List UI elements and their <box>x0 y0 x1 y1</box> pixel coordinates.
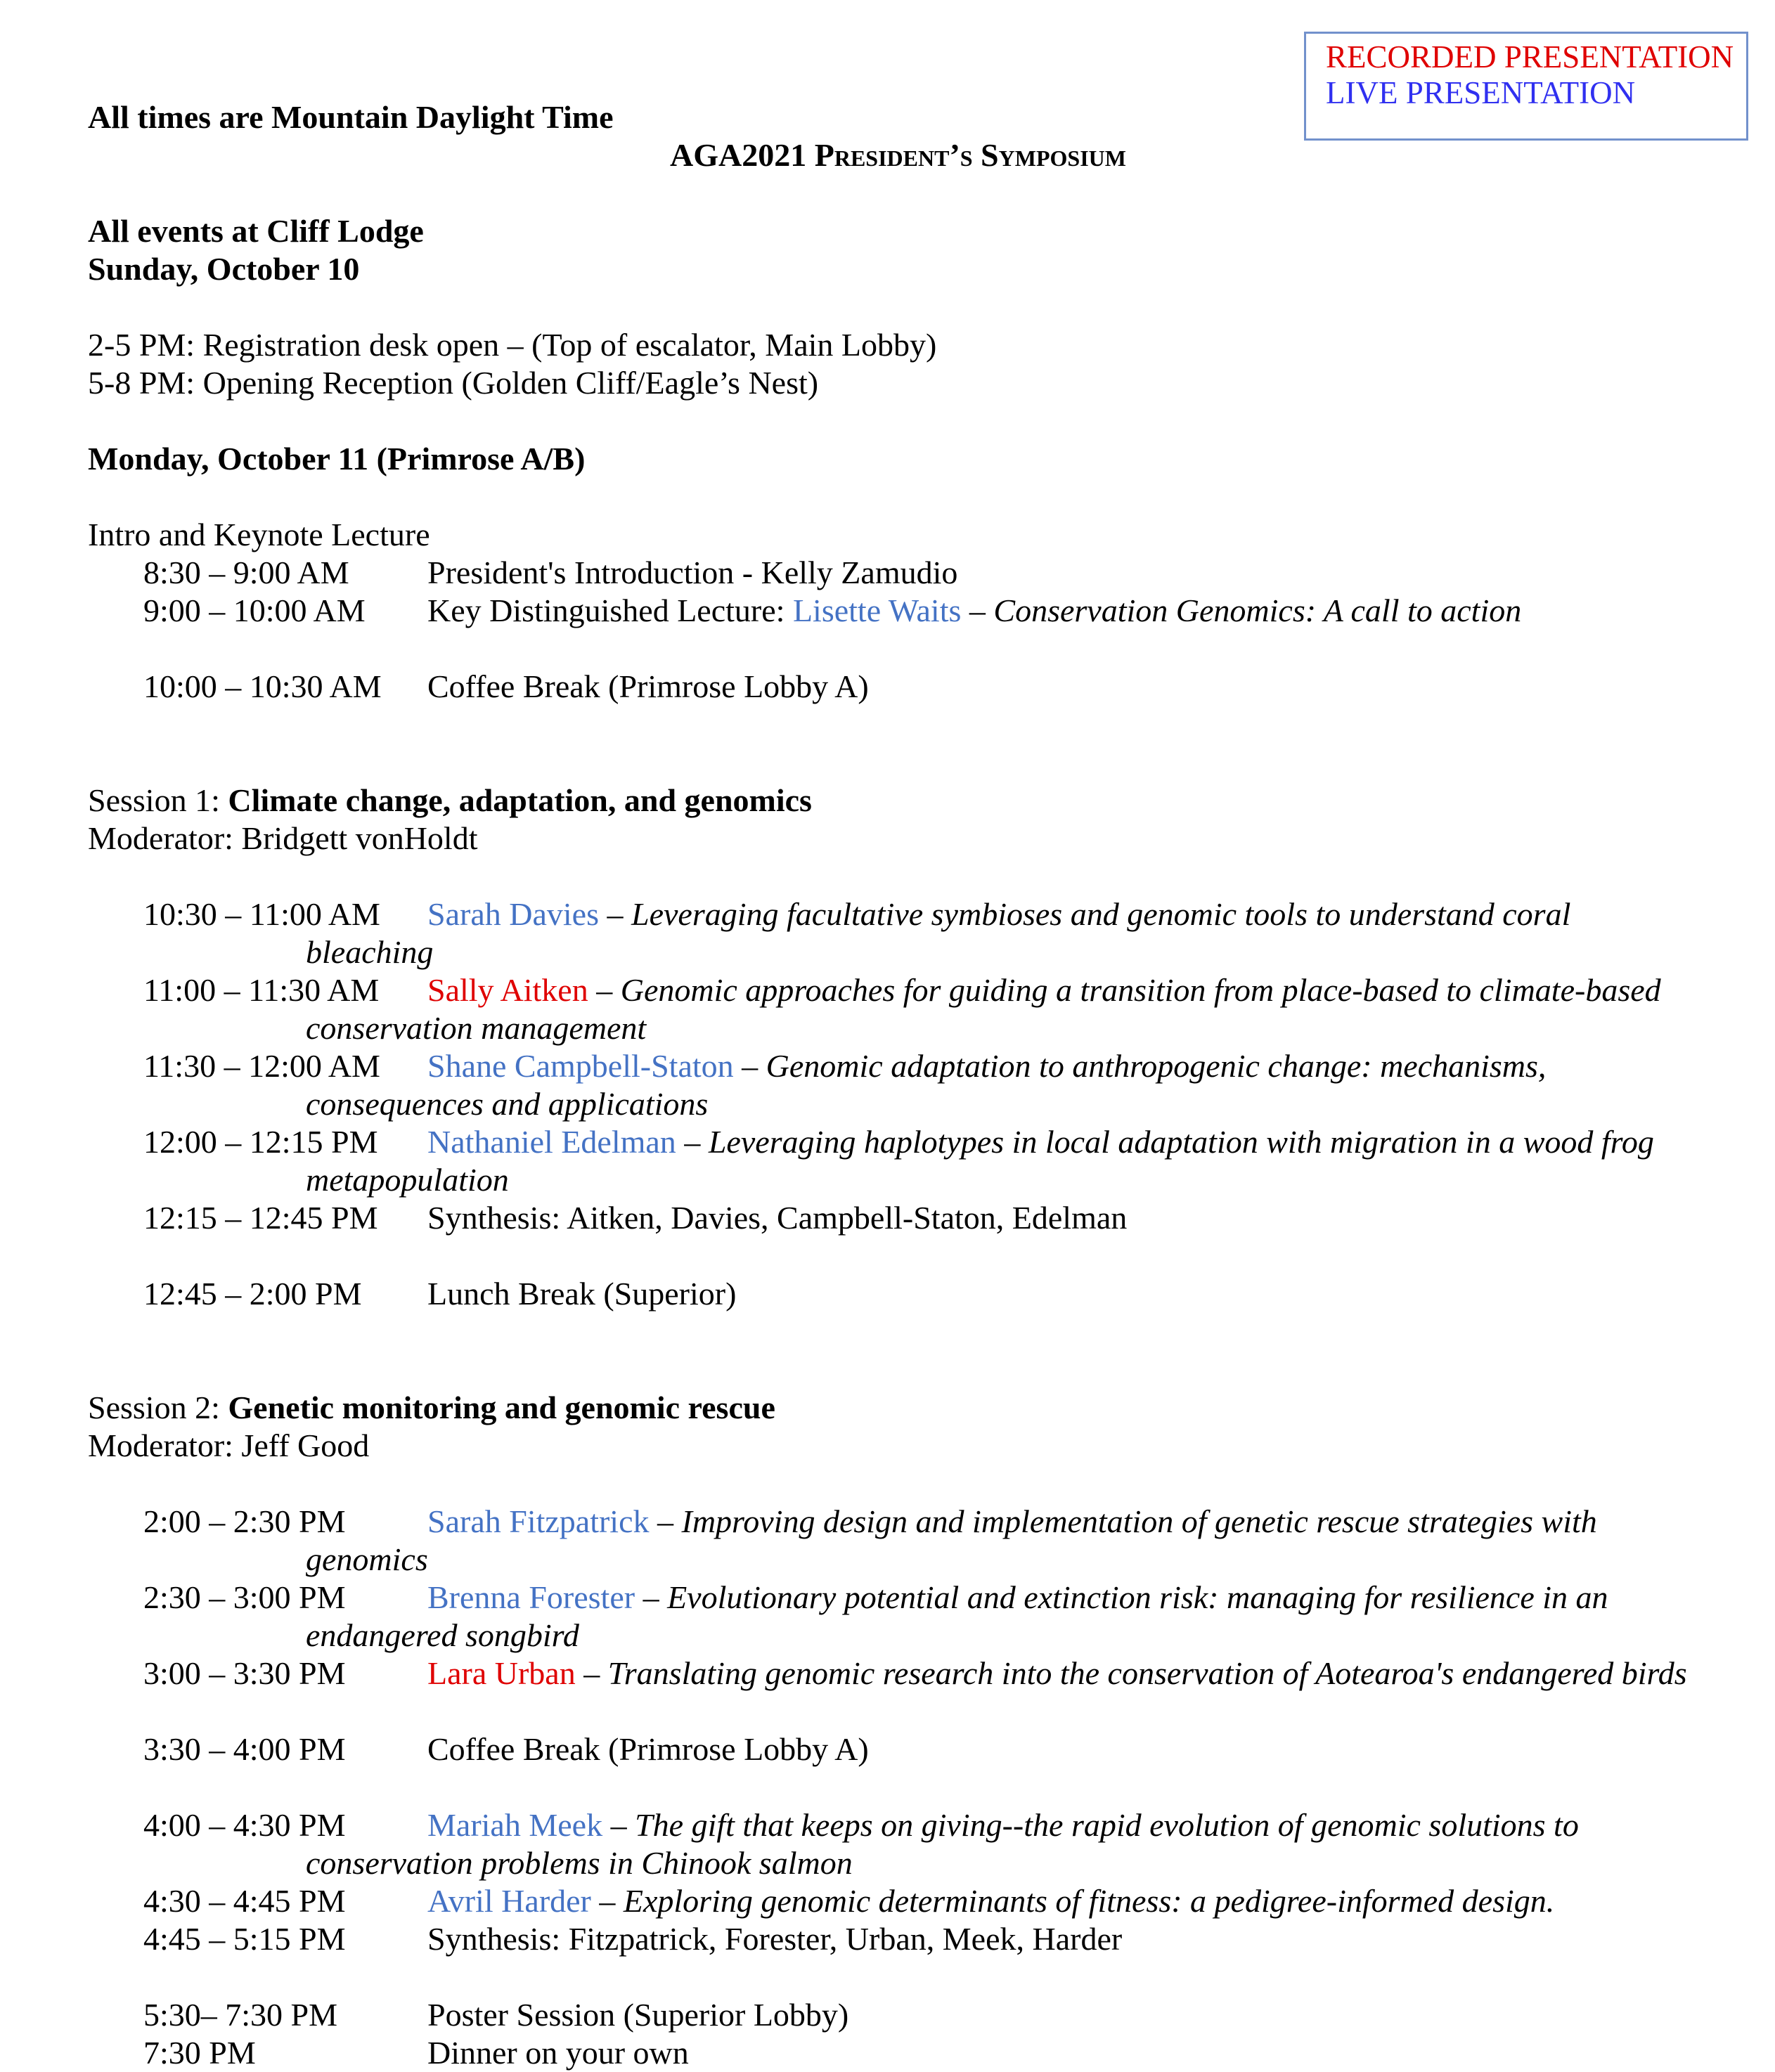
schedule-item <box>88 971 1708 1047</box>
item-time: 12:15 – 12:45 PM <box>143 1200 378 1236</box>
schedule-item <box>88 1123 1708 1199</box>
item-time: 3:00 – 3:30 PM <box>143 1655 346 1691</box>
blank-line <box>88 857 1708 895</box>
talk-title: conservation problems in Chinook salmon <box>306 1845 853 1881</box>
item-content <box>427 1655 1687 1691</box>
item-content <box>427 1200 1127 1236</box>
talk-title: endangered songbird <box>306 1617 579 1653</box>
item-content <box>306 1503 1597 1577</box>
item-text: Poster Session (Superior Lobby) <box>427 1997 849 2033</box>
talk-title: Conservation Genomics: A call to action <box>993 593 1522 628</box>
speaker-name: Sally Aitken <box>427 972 588 1008</box>
document-flow <box>88 98 1708 2072</box>
legend-box <box>1304 32 1748 141</box>
dash-separator: – <box>575 1655 608 1691</box>
speaker-name: Lisette Waits <box>792 593 962 628</box>
item-content <box>306 1579 1608 1653</box>
blank-line <box>88 1465 1708 1503</box>
dash-separator: – <box>635 1579 668 1615</box>
text-line: Moderator: Jeff Good <box>88 1427 370 1463</box>
item-time: 8:30 – 9:00 AM <box>143 555 349 590</box>
legend-live-label: LIVE PRESENTATION <box>1326 75 1636 110</box>
schedule-item <box>88 554 1708 592</box>
item-content <box>427 2035 689 2071</box>
session-label: Session 2: <box>88 1390 228 1425</box>
item-content <box>306 1124 1654 1198</box>
heading-line: All events at Cliff Lodge <box>88 213 424 249</box>
item-time: 2:30 – 3:00 PM <box>143 1579 346 1615</box>
talk-title: Genomic adaptation to anthropogenic change: mechanisms, <box>766 1048 1547 1084</box>
talk-title: Translating genomic research into the conservation of Aotearoa's endangered birds <box>607 1655 1687 1691</box>
item-text: Lunch Break (Superior) <box>427 1276 737 1312</box>
blank-line <box>88 1351 1708 1389</box>
schedule-item <box>88 1730 1708 1768</box>
speaker-name: Lara Urban <box>427 1655 576 1691</box>
item-time: 5:30– 7:30 PM <box>143 1997 338 2033</box>
item-time: 11:00 – 11:30 AM <box>143 972 380 1008</box>
blank-line <box>88 478 1708 516</box>
symposium-title: AGA2021 President’s Symposium <box>670 137 1126 173</box>
item-text: Synthesis: Aitken, Davies, Campbell-Staton, Edelman <box>427 1200 1128 1236</box>
item-time: 3:30 – 4:00 PM <box>143 1731 346 1767</box>
dash-separator: – <box>733 1048 766 1084</box>
item-time: 11:30 – 12:00 AM <box>143 1048 380 1084</box>
talk-title: The gift that keeps on giving--the rapid evolution of genomic solutions to <box>635 1807 1579 1843</box>
item-content <box>306 896 1570 970</box>
blank-line <box>88 1692 1708 1730</box>
talk-title: Evolutionary potential and extinction risk: managing for resilience in an <box>667 1579 1608 1615</box>
item-time: 4:45 – 5:15 PM <box>143 1921 346 1957</box>
item-content <box>427 1276 736 1312</box>
session-heading <box>88 782 1708 820</box>
dash-separator: – <box>602 1807 635 1843</box>
item-content <box>306 1807 1579 1881</box>
schedule-item <box>88 1806 1708 1882</box>
item-content <box>427 1731 869 1767</box>
item-prefix: Key Distinguished Lecture: <box>427 593 793 628</box>
text-line: 2-5 PM: Registration desk open – (Top of escalator, Main Lobby) <box>88 327 937 363</box>
schedule-item <box>88 1503 1708 1579</box>
speaker-name: Sarah Davies <box>427 896 599 932</box>
session-title: Genetic monitoring and genomic rescue <box>228 1390 775 1425</box>
schedule-item <box>88 895 1708 971</box>
blank-line <box>88 288 1708 326</box>
speaker-name: Nathaniel Edelman <box>427 1124 676 1160</box>
item-time: 10:00 – 10:30 AM <box>143 668 382 704</box>
item-time: 7:30 PM <box>143 2035 256 2071</box>
schedule-item <box>88 1882 1708 1920</box>
blank-line <box>88 1958 1708 1996</box>
schedule-item <box>88 1920 1708 1958</box>
item-content <box>427 1921 1122 1957</box>
talk-title: bleaching <box>306 934 434 970</box>
item-content <box>427 1883 1554 1919</box>
speaker-name: Sarah Fitzpatrick <box>427 1503 650 1539</box>
item-content <box>427 593 1521 628</box>
dash-separator: – <box>588 972 621 1008</box>
schedule-item <box>88 1275 1708 1313</box>
blank-line <box>88 630 1708 668</box>
heading-line: Monday, October 11 (Primrose A/B) <box>88 441 586 477</box>
talk-title: Improving design and implementation of genetic rescue strategies with <box>681 1503 1597 1539</box>
session-title: Climate change, adaptation, and genomics <box>228 782 812 818</box>
heading-line: Sunday, October 10 <box>88 251 360 287</box>
dash-separator: – <box>590 1883 624 1919</box>
talk-title: conservation management <box>306 1010 647 1046</box>
dash-separator: – <box>649 1503 682 1539</box>
item-content <box>427 668 869 704</box>
item-time: 4:30 – 4:45 PM <box>143 1883 346 1919</box>
item-time: 10:30 – 11:00 AM <box>143 896 380 932</box>
item-text: Synthesis: Fitzpatrick, Forester, Urban, Meek, Harder <box>427 1921 1123 1957</box>
item-time: 12:45 – 2:00 PM <box>143 1276 362 1312</box>
speaker-name: Brenna Forester <box>427 1579 635 1615</box>
talk-title: Leveraging facultative symbioses and genomic tools to understand coral <box>631 896 1571 932</box>
schedule-item <box>88 592 1708 630</box>
talk-title: Genomic approaches for guiding a transition from place-based to climate-based <box>620 972 1661 1008</box>
item-text: Coffee Break (Primrose Lobby A) <box>427 1731 869 1767</box>
item-content <box>427 555 957 590</box>
text-line: 5-8 PM: Opening Reception (Golden Cliff/Eagle’s Nest) <box>88 365 819 401</box>
speaker-name: Mariah Meek <box>427 1807 603 1843</box>
session-heading <box>88 1389 1708 1427</box>
item-text: President's Introduction - Kelly Zamudio <box>427 555 958 590</box>
heading-line: All times are Mountain Daylight Time <box>88 99 614 135</box>
talk-title: Exploring genomic determinants of fitness: a pedigree-informed design. <box>623 1883 1555 1919</box>
blank-line <box>88 1313 1708 1351</box>
dash-separator: – <box>598 896 631 932</box>
item-text: Coffee Break (Primrose Lobby A) <box>427 668 869 704</box>
item-time: 12:00 – 12:15 PM <box>143 1124 378 1160</box>
item-content <box>306 1048 1546 1122</box>
talk-title: metapopulation <box>306 1162 509 1198</box>
schedule-item <box>88 668 1708 706</box>
text-line: Moderator: Bridgett vonHoldt <box>88 820 478 856</box>
item-time: 4:00 – 4:30 PM <box>143 1807 346 1843</box>
text-line: Intro and Keynote Lecture <box>88 517 430 552</box>
blank-line <box>88 174 1708 212</box>
schedule-item <box>88 1655 1708 1692</box>
talk-title: genomics <box>306 1541 428 1577</box>
blank-line <box>88 402 1708 440</box>
item-text: Dinner on your own <box>427 2035 689 2071</box>
schedule-item <box>88 1579 1708 1655</box>
blank-line <box>88 706 1708 744</box>
item-time: 2:00 – 2:30 PM <box>143 1503 346 1539</box>
legend-recorded-label: RECORDED PRESENTATION <box>1326 39 1734 75</box>
blank-line <box>88 744 1708 782</box>
speaker-name: Avril Harder <box>427 1883 591 1919</box>
blank-line <box>88 1237 1708 1275</box>
item-content <box>306 972 1661 1046</box>
schedule-item <box>88 1199 1708 1237</box>
speaker-name: Shane Campbell-Staton <box>427 1048 734 1084</box>
session-label: Session 1: <box>88 782 228 818</box>
schedule-item <box>88 1996 1708 2034</box>
item-time: 9:00 – 10:00 AM <box>143 593 366 628</box>
blank-line <box>88 1768 1708 1806</box>
schedule-item <box>88 1047 1708 1123</box>
talk-title: consequences and applications <box>306 1086 709 1122</box>
item-content <box>427 1997 848 2033</box>
schedule-item <box>88 2034 1708 2072</box>
dash-separator: – <box>676 1124 709 1160</box>
dash-separator: – <box>961 593 994 628</box>
talk-title: Leveraging haplotypes in local adaptation with migration in a wood frog <box>708 1124 1654 1160</box>
